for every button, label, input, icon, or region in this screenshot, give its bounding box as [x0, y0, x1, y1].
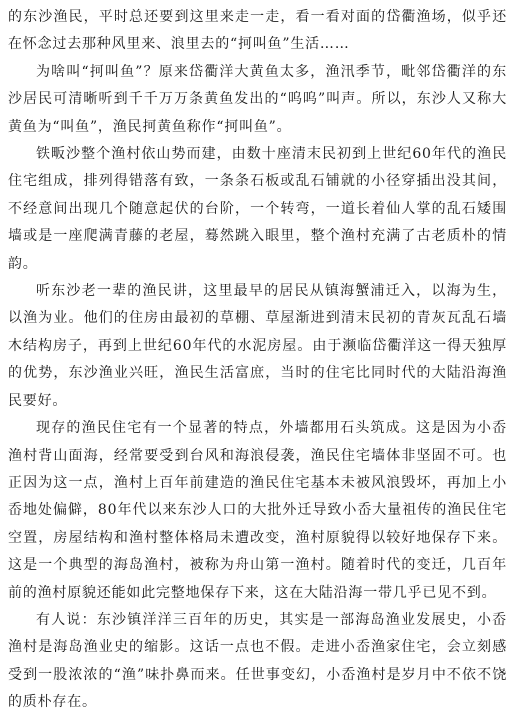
- article-paragraph-4: 听东沙老一辈的渔民讲，这里最早的居民从镇海蟹浦迁入，以海为生，以渔为业。他们的住房由最初的草棚、草屋渐进到清末民初的青灰瓦乱石墙木结构房子，再到上世纪60年代的水泥房屋。由于濒临岱衢洋这一得天独厚的优势，东沙渔业兴旺，渔民生活富庶，当时的住宅比同时代的大陆沿海渔民要好。: [8, 283, 507, 409]
- article-paragraph-1: 的东沙渔民，平时总还要到这里来走一走，看一看对面的岱衢渔场，似乎还在怀念过去那种风里来、浪里去的“抲叫鱼”生活……: [8, 9, 507, 53]
- article-paragraph-6: 有人说：东沙镇洋洋三百年的历史，其实是一部海岛渔业发展史，小岙渔村是海岛渔业史的缩影。这话一点也不假。走进小岙渔家住宅，会立刻感受到一股浓浓的“渔”味扑鼻而来。任世事变幻，小岙渔村是岁月中不依不饶的质朴存在。: [8, 611, 507, 711]
- article-paragraph-5: 现存的渔民住宅有一个显著的特点，外墙都用石头筑成。这是因为小岙渔村背山面海，经常要受到台风和海浪侵袭，渔民住宅墙体非坚固不可。也正因为这一点，渔村上百年前建造的渔民住宅基本未被风浪毁坏，再加上小岙地处偏僻，80年代以来东沙人口的大批外迁导致小岙大量祖传的渔民住宅空置，房屋结构和渔村整体格局未遭改变，渔村原貌得以较好地保存下来。这是一个典型的海岛渔村，被称为舟山第一渔村。随着时代的变迁，几百年前的渔村原貌还能如此完整地保存下来，这在大陆沿海一带几乎已见不到。: [8, 420, 507, 601]
- article-paragraph-3: 铁畈沙整个渔村依山势而建，由数十座清末民初到上世纪60年代的渔民住宅组成，排列得错落有致，一条条石板或乱石铺就的小径穿插出没其间，不经意间出现几个随意起伏的台阶，一个转弯，一道长着仙人掌的乱石矮围墙或是一座爬满青藤的老屋，蓦然跳入眼里，整个渔村充满了古老质朴的情韵。: [8, 146, 507, 272]
- article-paragraph-2: 为啥叫“抲叫鱼”？原来岱衢洋大黄鱼太多，渔汛季节，毗邻岱衢洋的东沙居民可清晰听到千千万万条黄鱼发出的“呜呜”叫声。所以，东沙人又称大黄鱼为“叫鱼”，渔民抲黄鱼称作“抲叫鱼”。: [8, 63, 507, 135]
